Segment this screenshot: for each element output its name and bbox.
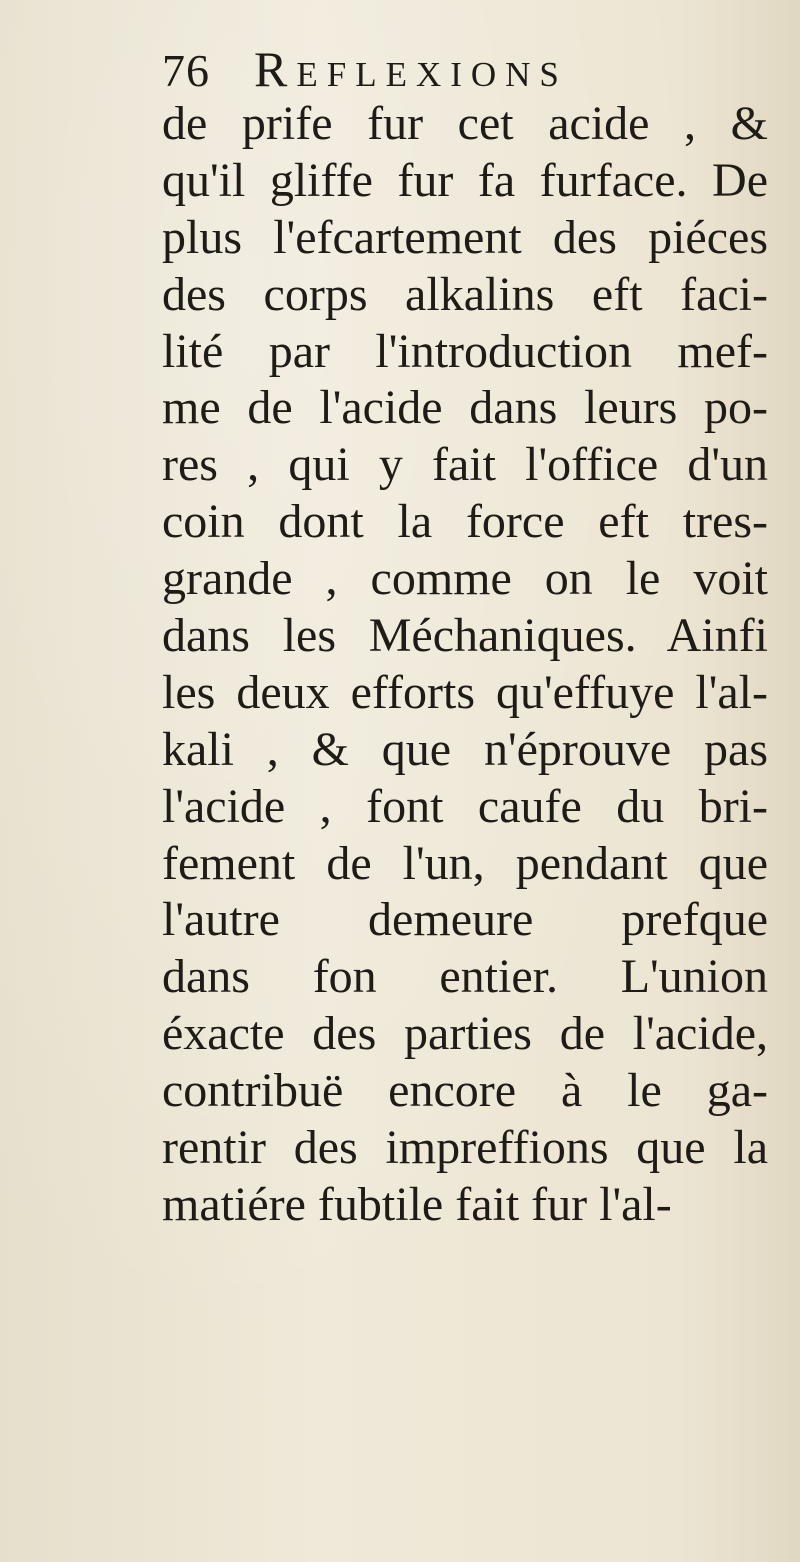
text-line: l'autre demeure prefque (162, 893, 768, 947)
text-line: matiére fubtile fait fur l'al- (162, 1177, 672, 1231)
running-head (162, 40, 568, 100)
text-line: rentir des impreffions que la (162, 1121, 768, 1175)
text-line: res , qui y fait l'office d'un (162, 438, 768, 492)
running-title: Reflexions (254, 41, 568, 97)
text-line: dans les Méchaniques. Ainfi (162, 609, 768, 663)
page-number: 76 (162, 45, 210, 96)
text-line: dans fon entier. L'union (162, 950, 768, 1004)
text-line: de prife fur cet acide , & (162, 97, 768, 150)
text-line: les deux efforts qu'effuye l'al- (162, 665, 768, 719)
text-line: kali , & que n'éprouve pas (162, 722, 768, 776)
text-line: coin dont la force eft tres- (162, 495, 768, 549)
text-line: lité par l'introduction mef- (162, 324, 768, 378)
text-line: fement de l'un, pendant que (162, 836, 768, 890)
text-line: l'acide , font caufe du bri- (162, 779, 768, 833)
text-line: des corps alkalins eft faci- (162, 267, 768, 321)
text-line: grande , comme on le voit (162, 552, 768, 606)
text-line: me de l'acide dans leurs po- (162, 381, 768, 435)
text-line: éxacte des parties de l'acide, (162, 1007, 768, 1061)
text-line: plus l'efcartement des piéces (162, 210, 768, 264)
body-text (162, 96, 768, 1234)
text-line: contribuë encore à le ga- (162, 1064, 768, 1118)
text-line: qu'il gliffe fur fa furface. De (162, 153, 768, 207)
